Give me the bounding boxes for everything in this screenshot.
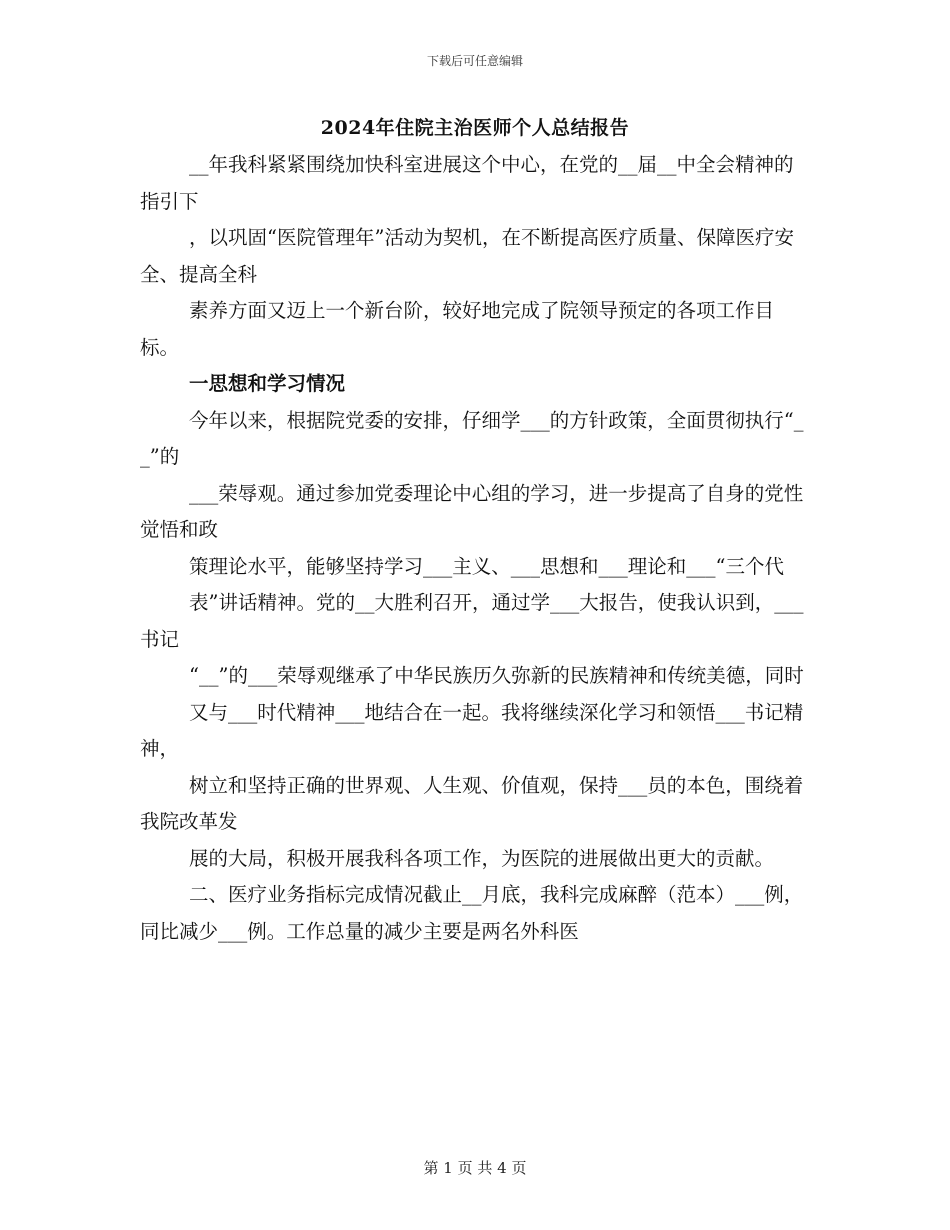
header-note: 下载后可任意编辑 (426, 54, 523, 68)
document-title: 2024年住院主治医师个人总结报告 (320, 117, 630, 139)
paragraph-study-2: ___荣辱观。通过参加党委理论中心组的学习，进一步提高了自身的党性觉悟和政 (140, 481, 804, 541)
paragraph-medical-indicators: 二、医疗业务指标完成情况截止__月底，我科完成麻醉（范本）___例，同比减少___例。工作总量的减少主要是两名外科医 (140, 883, 804, 943)
paragraph-intro-1: __年我科紧紧围绕加快科室进展这个中心，在党的__届__中全会精神的指引下 (140, 153, 794, 213)
document-body (140, 147, 812, 950)
paragraph-study-6: 又与___时代精神___地结合在一起。我将继续深化学习和领悟___书记精神， (140, 700, 804, 760)
paragraph-study-1: 今年以来，根据院党委的安排，仔细学___的方针政策，全面贯彻执行“__”的 (140, 408, 804, 468)
paragraph-study-8: 展的大局，积极开展我科各项工作，为医院的进展做出更大的贡献。 (189, 846, 775, 870)
paragraph-study-4: 表”讲话精神。党的__大胜利召开，通过学___大报告，使我认识到，___书记 (140, 591, 804, 651)
paragraph-intro-3: 素养方面又迈上一个新台阶，较好地完成了院领导预定的各项工作目标。 (140, 299, 775, 359)
page-number-footer: 第 1 页 共 4 页 (423, 1159, 527, 1177)
paragraph-study-5: “__”的___荣辱观继承了中华民族历久弥新的民族精神和传统美德，同时 (189, 664, 804, 687)
paragraph-study-3: 策理论水平，能够坚持学习___主义、___思想和___理论和___“三个代 (189, 554, 784, 578)
paragraph-study-7: 树立和坚持正确的世界观、人生观、价值观，保持___员的本色，围绕着我院改革发 (140, 773, 804, 833)
section-heading-thought-study: 一思想和学习情况 (189, 372, 346, 395)
paragraph-intro-2: ，以巩固“医院管理年”活动为契机，在不断提高医疗质量、保障医疗安全、提高全科 (140, 226, 794, 286)
